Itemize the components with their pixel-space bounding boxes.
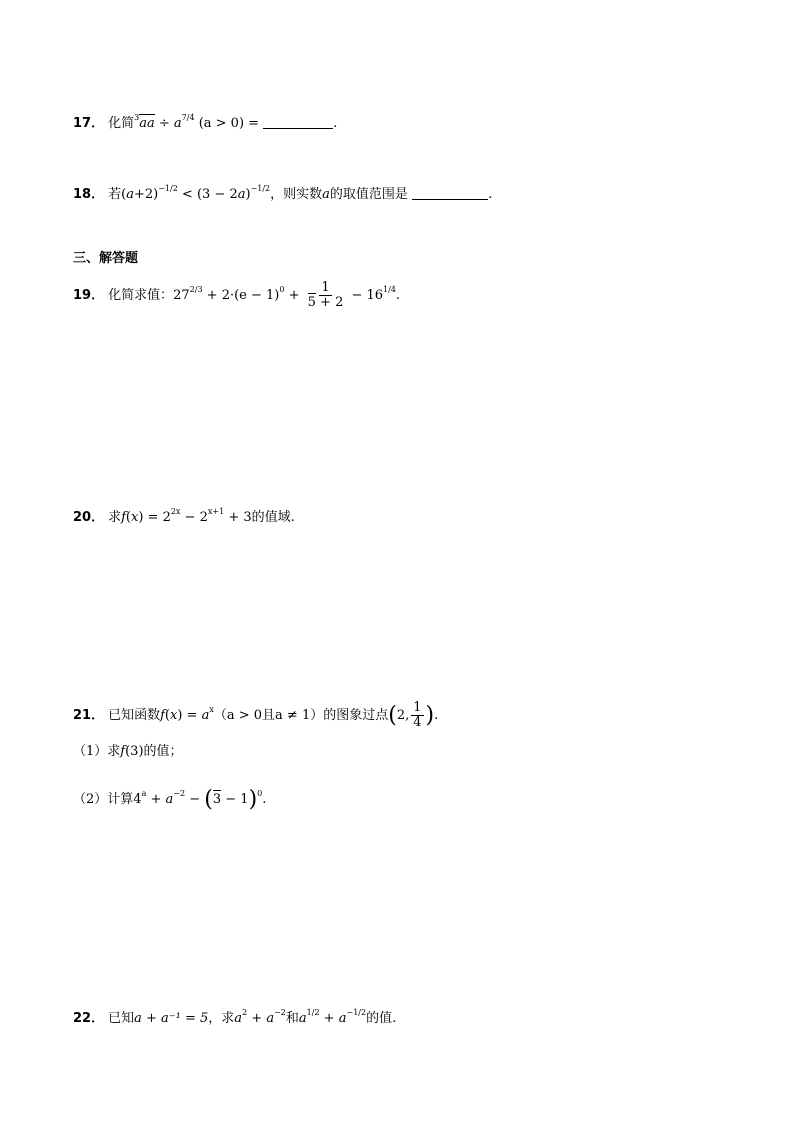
question-tail: 的值.: [366, 1011, 397, 1026]
expr-2: $a^{1/2} + a^{-1/2}$: [298, 1008, 367, 1026]
part-tail: 的值；: [143, 744, 183, 759]
part-label: （1）: [73, 744, 108, 759]
part-text: 求: [107, 744, 121, 759]
period: .: [262, 792, 267, 807]
section-title: 三、解答题: [73, 251, 139, 266]
formula: $27^{2/3} + 2\cdot(e - 1)^0$ + $\frac{1}{5 + 2}$ − $16^{1/4}$: [173, 280, 396, 310]
question-number: 21．: [73, 708, 105, 723]
inequality: $(a+2)^{-1/2} < (3 - 2a)^{-1/2}$: [121, 184, 271, 202]
variable: a: [322, 187, 330, 202]
question-number: 17．: [73, 116, 105, 131]
part-text: 计算: [107, 792, 134, 807]
question-number: 20．: [73, 510, 105, 525]
question-mid: ，则实数: [270, 187, 323, 202]
question-lead: 已知: [108, 1011, 135, 1026]
question-number: 19．: [73, 288, 105, 303]
question-mid: ，求: [208, 1011, 235, 1026]
question-18: [73, 179, 492, 205]
formula: $4^a + a^{-2} - (3 - 1)^0$: [133, 787, 263, 812]
part-label: （2）: [73, 792, 108, 807]
function-def: $f(x) = a^x$: [160, 705, 214, 723]
expr-1: $a^2 + a^{-2}$: [234, 1008, 286, 1026]
question-22: [73, 1003, 396, 1029]
condition: (a > 0) =: [198, 116, 260, 131]
question-19: [73, 280, 400, 310]
question-text: 化简求值：: [108, 288, 174, 303]
question-21: [73, 700, 438, 730]
answer-blank[interactable]: [263, 128, 333, 129]
answer-blank[interactable]: [412, 199, 488, 200]
condition: （a > 0且a ≠ 1）的图象过点: [213, 708, 389, 723]
question-17: [73, 108, 337, 134]
formula-arg: (3): [125, 744, 144, 759]
period: .: [488, 187, 493, 202]
question-text: 化简: [108, 116, 135, 131]
question-number: 18．: [73, 187, 105, 202]
question-tail: 的取值范围是: [329, 187, 408, 202]
period: .: [333, 116, 338, 131]
question-lead: 若: [108, 187, 122, 202]
formula: $f(x) = 2^{2x} - 2^{x+1} + 3$: [121, 507, 252, 525]
question-text: 已知函数: [108, 708, 161, 723]
question-number: 22．: [73, 1011, 105, 1026]
question-21-part-2: [73, 784, 266, 810]
question-21-part-1: [73, 742, 183, 762]
formula: $^3aa \div a^{7/4}$: [134, 113, 195, 131]
period: .: [395, 288, 401, 303]
conjunction: 和: [285, 1011, 299, 1026]
question-tail: 的值域.: [251, 510, 295, 525]
period: .: [434, 708, 439, 723]
given-condition: a + a⁻¹ = 5: [134, 1011, 209, 1026]
point: (2, $\frac{1}{4}$ ): [388, 700, 435, 730]
question-lead: 求: [108, 510, 122, 525]
question-20: [73, 502, 295, 528]
formula: f: [120, 744, 126, 759]
